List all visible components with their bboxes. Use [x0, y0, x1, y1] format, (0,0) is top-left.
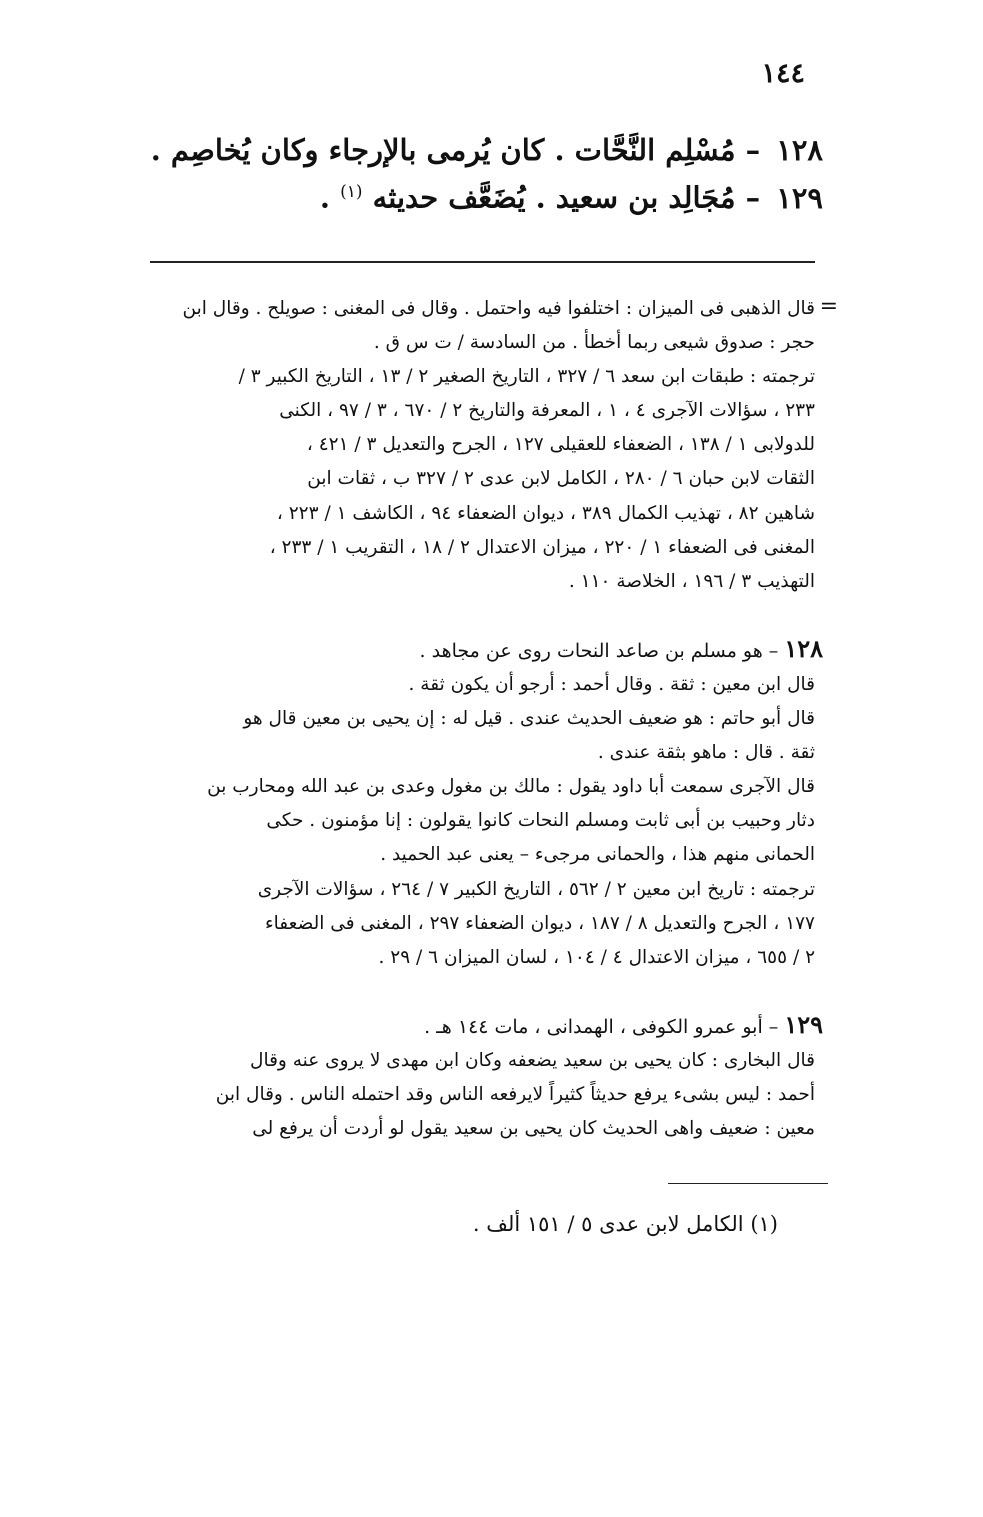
entry-tail: .: [319, 180, 331, 215]
note-129-body: [135, 1044, 815, 1146]
note-line: شاهين ٨٢ ، تهذيب الكمال ٣٨٩ ، ديوان الضعفاء ٩٤ ، الكاشف ١ / ٢٢٣ ،: [276, 502, 815, 524]
entry-128: [123, 130, 823, 170]
note-128-heading: [133, 632, 823, 668]
note-line: أحمد : ليس بشىء يرفع حديثاً كثيراً لايرفعه الناس وقد احتمله الناس . وقال ابن: [215, 1084, 815, 1106]
entry-129: [123, 172, 823, 218]
note-line: الحمانى منهم هذا ، والحمانى مرجىء – يعنى عبد الحميد .: [380, 844, 815, 866]
note-head-text: – هو مسلم بن صاعد النحات روى عن مجاهد .: [419, 640, 779, 662]
note-line: للدولابى ١ / ١٣٨ ، الضعفاء للعقيلى ١٢٧ ، الجرح والتعديل ٣ / ٤٢١ ،: [306, 434, 815, 456]
note-line: ثقة . قال : ماهو بثقة عندى .: [597, 742, 815, 764]
entry-text: – مُجَالِد بن سعيد . يُضَعَّف حديثه: [372, 180, 761, 215]
note-line: المغنى فى الضعفاء ١ / ٢٢٠ ، ميزان الاعتدال ٢ / ١٨ ، التقريب ١ / ٢٣٣ ،: [269, 536, 815, 558]
page-footnote: (١) الكامل لابن عدى ٥ / ١٥١ ألف .: [472, 1212, 778, 1236]
note-line: قال البخارى : كان يحيى بن سعيد يضعفه وكان ابن مهدى لا يروى عنه وقال: [250, 1050, 815, 1071]
entry-number: ١٢٩: [776, 180, 823, 215]
note-line: ترجمته : تاريخ ابن معين ٢ / ٥٦٢ ، التاريخ الكبير ٧ / ٢٦٤ ، سؤالات الآجرى: [257, 878, 815, 900]
entry-text: – مُسْلِم النَّحَّات . كان يُرمى بالإرجاء وكان يُخاصِم .: [150, 133, 761, 167]
note-line: قال الذهبى فى الميزان : اختلفوا فيه واحتمل . وقال فى المغنى : صويلح . وقال ابن: [182, 298, 815, 319]
note-line: التهذيب ٣ / ١٩٦ ، الخلاصة ١١٠ .: [568, 570, 815, 592]
note-number: ١٢٨: [784, 634, 823, 663]
prev-entry-notes: [135, 292, 815, 599]
note-line: ترجمته : طبقات ابن سعد ٦ / ٣٢٧ ، التاريخ الصغير ٢ / ١٣ ، التاريخ الكبير ٣ /: [238, 366, 815, 388]
note-line: الثقات لابن حبان ٦ / ٢٨٠ ، الكامل لابن عدى ٢ / ٣٢٧ ب ، ثقات ابن: [307, 468, 815, 490]
page-number: ١٤٤: [761, 58, 805, 89]
note-129-heading: [133, 1008, 823, 1044]
note-line: ١٧٧ ، الجرح والتعديل ٨ / ١٨٧ ، ديوان الضعفاء ٢٩٧ ، المغنى فى الضعفاء: [264, 912, 815, 934]
note-line: قال أبو حاتم : هو ضعيف الحديث عندى . قيل له : إن يحيى بن معين قال هو: [243, 708, 815, 730]
note-line: ٢٣٣ ، سؤالات الآجرى ٤ ، ١ ، المعرفة والتاريخ ٢ / ٦٧٠ ، ٣ / ٩٧ ، الكنى: [279, 400, 815, 422]
main-text-divider: [150, 261, 815, 263]
continuation-mark: =: [819, 294, 838, 319]
note-head-text: – أبو عمرو الكوفى ، الهمدانى ، مات ١٤٤ هـ .: [424, 1016, 779, 1038]
note-line: دثار وحبيب بن أبى ثابت ومسلم النحات كانوا يقولون : إنا مؤمنون . حكى: [266, 810, 815, 832]
note-128-body: [135, 668, 815, 975]
entry-number: ١٢٨: [776, 133, 823, 167]
footnote-divider: [668, 1183, 828, 1184]
note-line: قال الآجرى سمعت أبا داود يقول : مالك بن مغول وعدى بن عبد الله ومحارب بن: [207, 776, 815, 798]
note-number: ١٢٩: [784, 1010, 823, 1039]
note-line: قال ابن معين : ثقة . وقال أحمد : أرجو أن يكون ثقة .: [408, 674, 815, 695]
note-line: ٢ / ٦٥٥ ، ميزان الاعتدال ٤ / ١٠٤ ، لسان الميزان ٦ / ٢٩ .: [378, 946, 815, 968]
note-line: معين : ضعيف واهى الحديث كان يحيى بن سعيد يقول لو أردت أن يرفع لى: [252, 1118, 815, 1140]
note-line: حجر : صدوق شيعى ربما أخطأ . من السادسة / ت س ق .: [373, 332, 815, 354]
footnote-reference: (١): [340, 182, 363, 202]
